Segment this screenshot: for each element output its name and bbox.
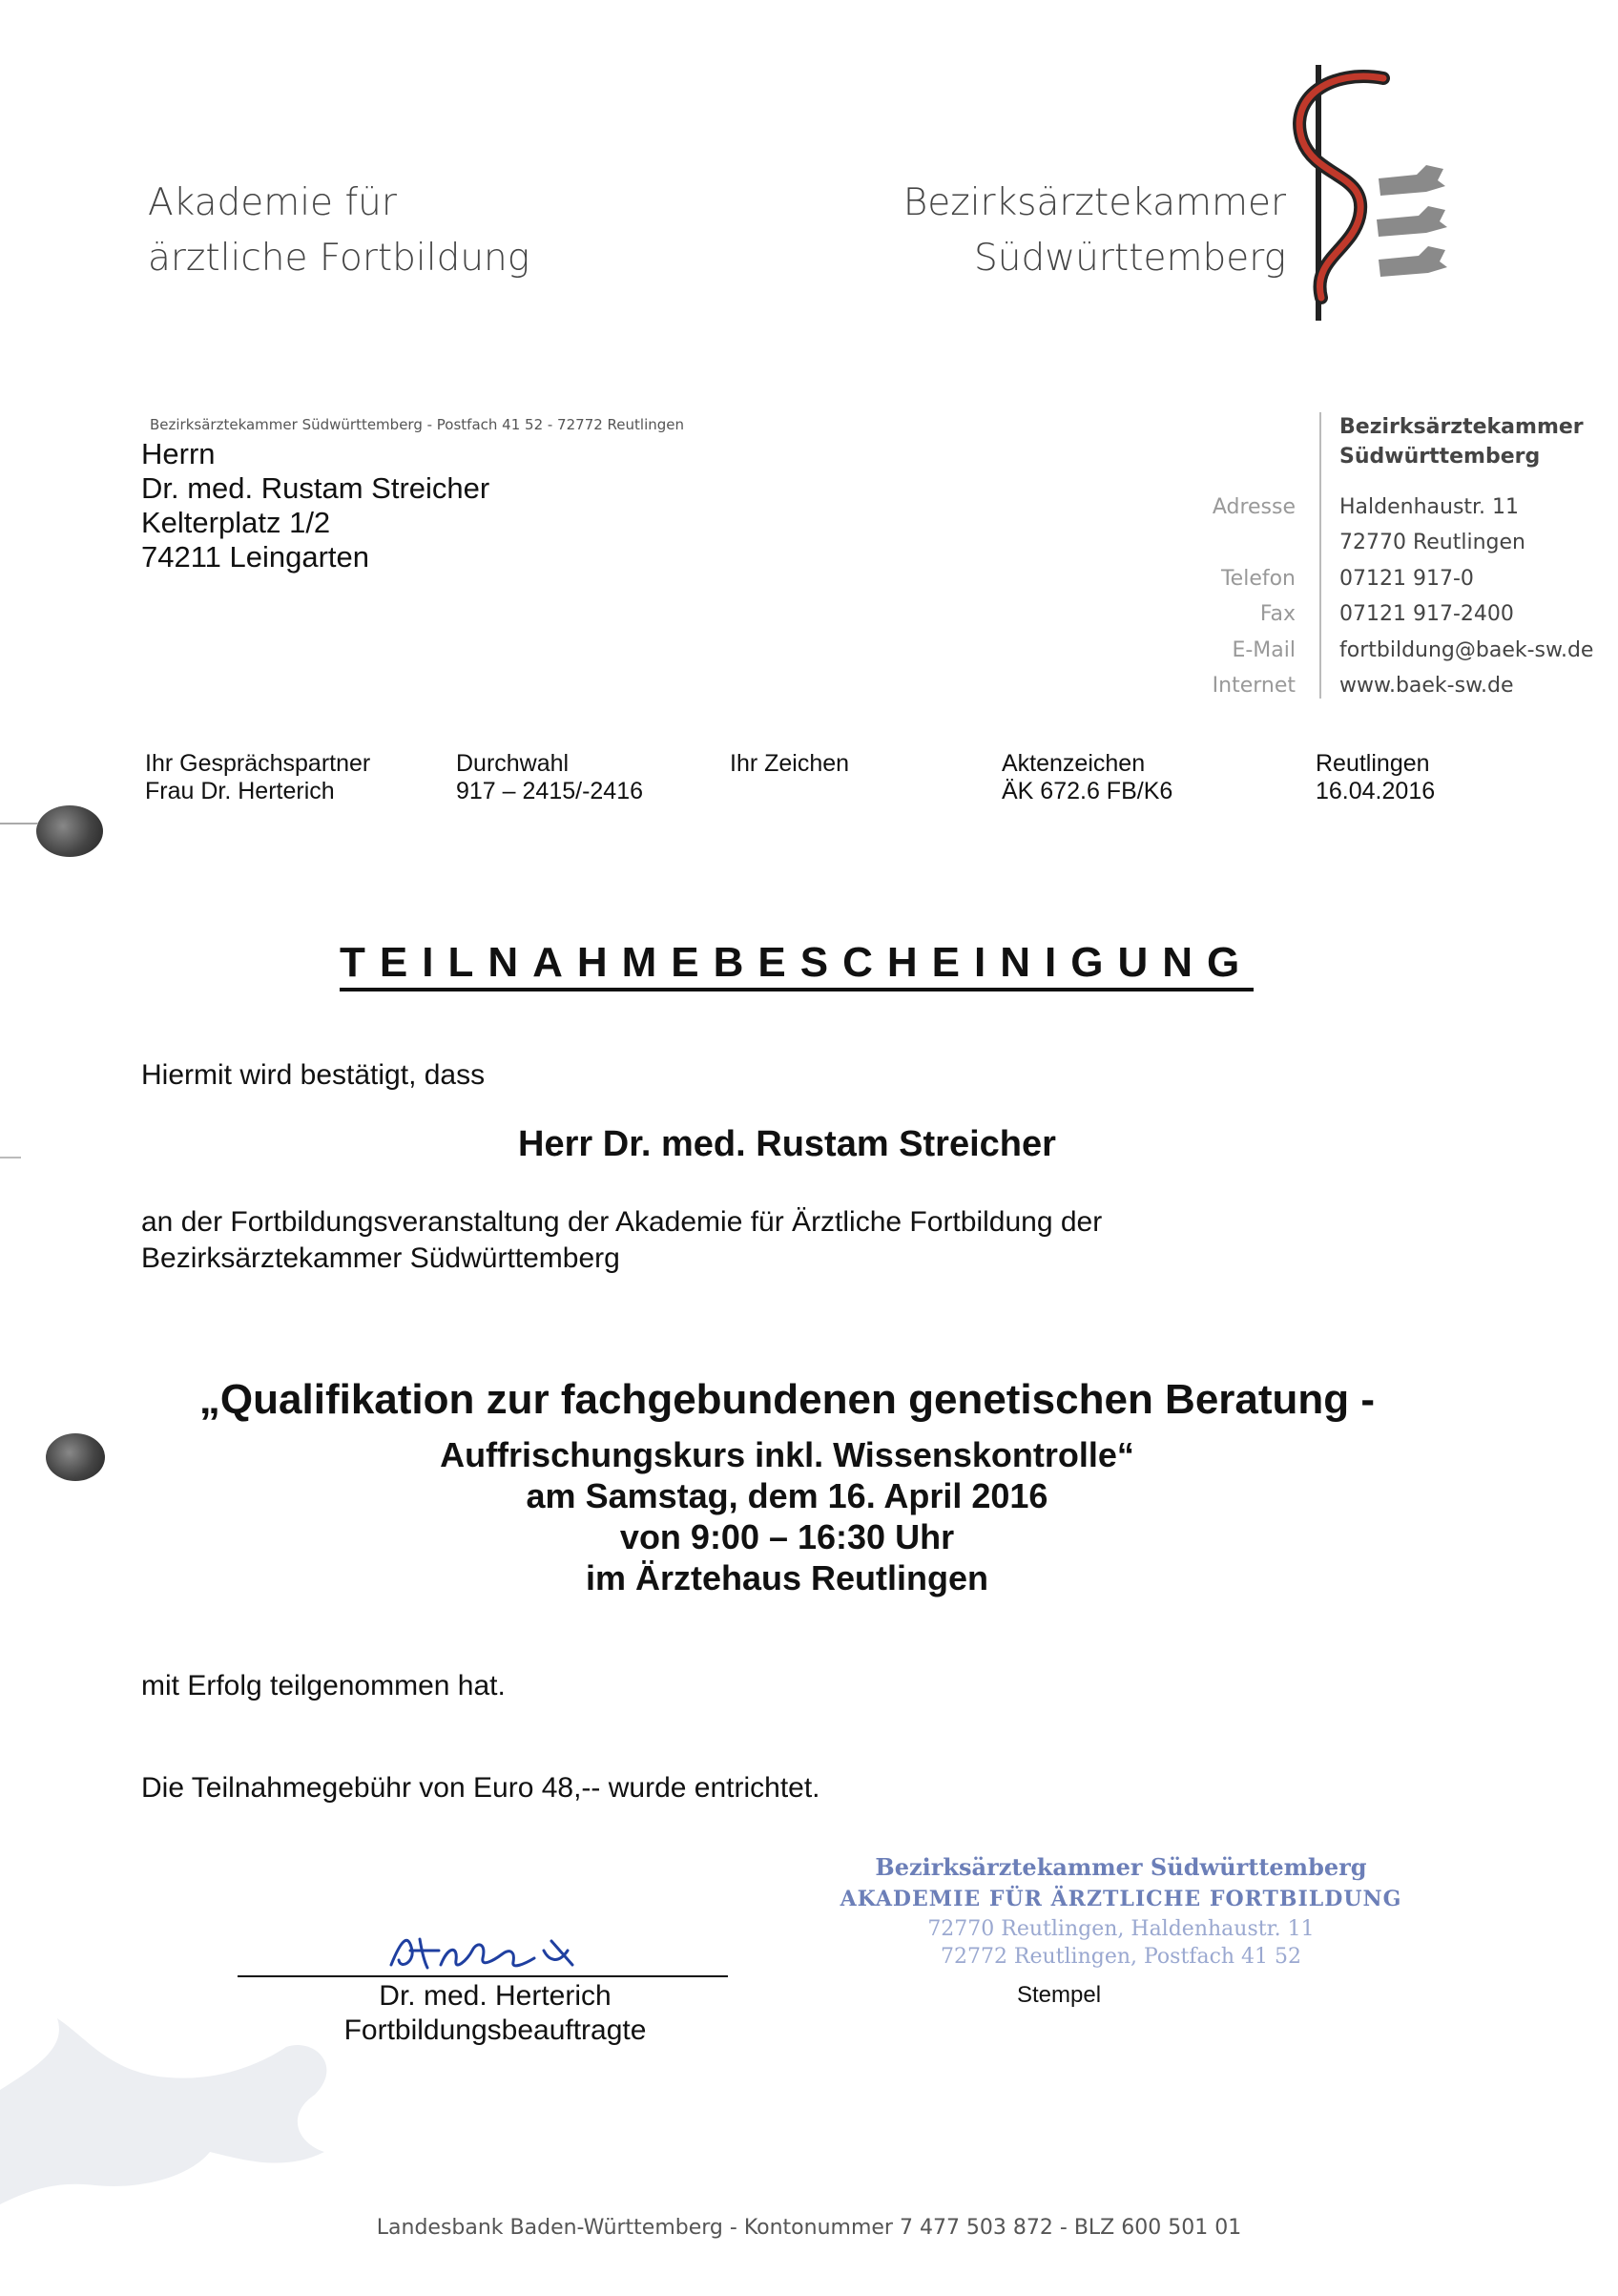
stamp-line3: 72770 Reutlingen, Haldenhaustr. 11 (927, 1917, 1315, 1941)
ref-contact-value: Frau Dr. Herterich (145, 778, 335, 804)
ref-contact (145, 750, 370, 805)
event-line1: an der Fortbildungsveranstaltung der Akademie für Ärztliche Fortbildung der (141, 1206, 1103, 1238)
ref-your-ref-label: Ihr Zeichen (730, 750, 850, 777)
contact-divider (1319, 412, 1321, 699)
stamp (782, 1853, 1460, 1969)
fee-text: Die Teilnahmegebühr von Euro 48,-- wurde entrichtet. (141, 1772, 820, 1804)
stamp-label: Stempel (1017, 1982, 1102, 2008)
lions-icon (1377, 165, 1447, 277)
bank-footer: Landesbank Baden-Württemberg - Kontonummer 7 477 503 872 - BLZ 600 501 01 (376, 2216, 1242, 2240)
chamber-line1: Bezirksärztekammer (902, 181, 1286, 224)
lion-watermark (0, 2009, 401, 2295)
title-wrap (340, 939, 1255, 987)
stamp-line4: 72772 Reutlingen, Postfach 41 52 (940, 1945, 1302, 1969)
stamp-line2: AKADEMIE FÜR ÄRZTLICHE FORTBILDUNG (840, 1887, 1402, 1911)
internet-value: www.baek-sw.de (1339, 674, 1514, 698)
ref-file-label: Aktenzeichen (1002, 750, 1146, 777)
document-title: TEILNAHMEBESCHEINIGUNG (340, 939, 1254, 991)
stamp-line1: Bezirksärztekammer Südwürttemberg (875, 1853, 1367, 1881)
ref-extension (456, 750, 643, 805)
fax-value: 07121 917-2400 (1339, 602, 1514, 626)
chamber-name (859, 176, 1286, 286)
participant-name: Herr Dr. med. Rustam Streicher (518, 1124, 1056, 1164)
email-value: fortbildung@baek-sw.de (1339, 638, 1594, 662)
ref-file (1002, 750, 1172, 805)
fax-label: Fax (1259, 602, 1296, 626)
contact-org-line2: Südwürttemberg (1339, 445, 1541, 469)
recipient-line1: Herrn (141, 437, 216, 470)
ref-contact-label: Ihr Gesprächspartner (145, 750, 371, 777)
recipient-line4: 74211 Leingarten (141, 540, 370, 574)
address-label: Adresse (1212, 495, 1296, 519)
ref-place-label: Reutlingen (1316, 750, 1430, 777)
ref-date-value: 16.04.2016 (1316, 778, 1436, 804)
event-text (141, 1204, 1102, 1277)
chamber-logo (1264, 59, 1474, 326)
ref-extension-value: 917 – 2415/-2416 (456, 778, 644, 804)
ref-your-ref (730, 750, 849, 778)
course-date: am Samstag, dem 16. April 2016 (526, 1476, 1048, 1515)
chamber-line2: Südwürttemberg (974, 237, 1286, 280)
address-line1: Haldenhaustr. 11 (1339, 495, 1520, 519)
signer-name: Dr. med. Herterich (379, 1980, 612, 2012)
punch-hole-top (36, 805, 103, 857)
signer-role: Fortbildungsbeauftragte (343, 2014, 647, 2046)
course-title-line1: „Qualifikation zur fachgebundenen genetischen Beratung - (198, 1376, 1376, 1423)
course-title-line2: Auffrischungskurs inkl. Wissenskontrolle“ (440, 1435, 1134, 1474)
event-line2: Bezirksärztekammer Südwürttemberg (141, 1242, 620, 1274)
sender-line: Bezirksärztekammer Südwürttemberg - Postfach 41 52 - 72772 Reutlingen (150, 416, 685, 433)
fold-mark-1 (0, 823, 38, 824)
internet-label: Internet (1212, 674, 1296, 698)
email-label: E-Mail (1232, 638, 1296, 662)
success-text: mit Erfolg teilgenommen hat. (141, 1670, 506, 1701)
confirm-text: Hiermit wird bestätigt, dass (141, 1059, 486, 1091)
phone-label: Telefon (1220, 567, 1296, 591)
course-details (0, 1434, 1574, 1598)
academy-line2: ärztliche Fortbildung (148, 237, 530, 280)
signature (382, 1922, 591, 1979)
phone-value: 07121 917-0 (1339, 567, 1474, 591)
ref-extension-label: Durchwahl (456, 750, 570, 777)
academy-name (148, 176, 529, 286)
recipient-line3: Kelterplatz 1/2 (141, 506, 331, 539)
contact-org-line1: Bezirksärztekammer (1339, 415, 1584, 439)
recipient-address (141, 437, 489, 574)
signature-line (238, 1975, 728, 1977)
course-time: von 9:00 – 16:30 Uhr (619, 1517, 955, 1556)
course-location: im Ärztehaus Reutlingen (585, 1558, 989, 1597)
contact-org (1339, 412, 1584, 471)
ref-date (1316, 750, 1435, 805)
recipient-line2: Dr. med. Rustam Streicher (141, 471, 490, 505)
ref-file-value: ÄK 672.6 FB/K6 (1002, 778, 1173, 804)
academy-line1: Akademie für (148, 181, 397, 224)
address-line2: 72770 Reutlingen (1339, 531, 1525, 554)
